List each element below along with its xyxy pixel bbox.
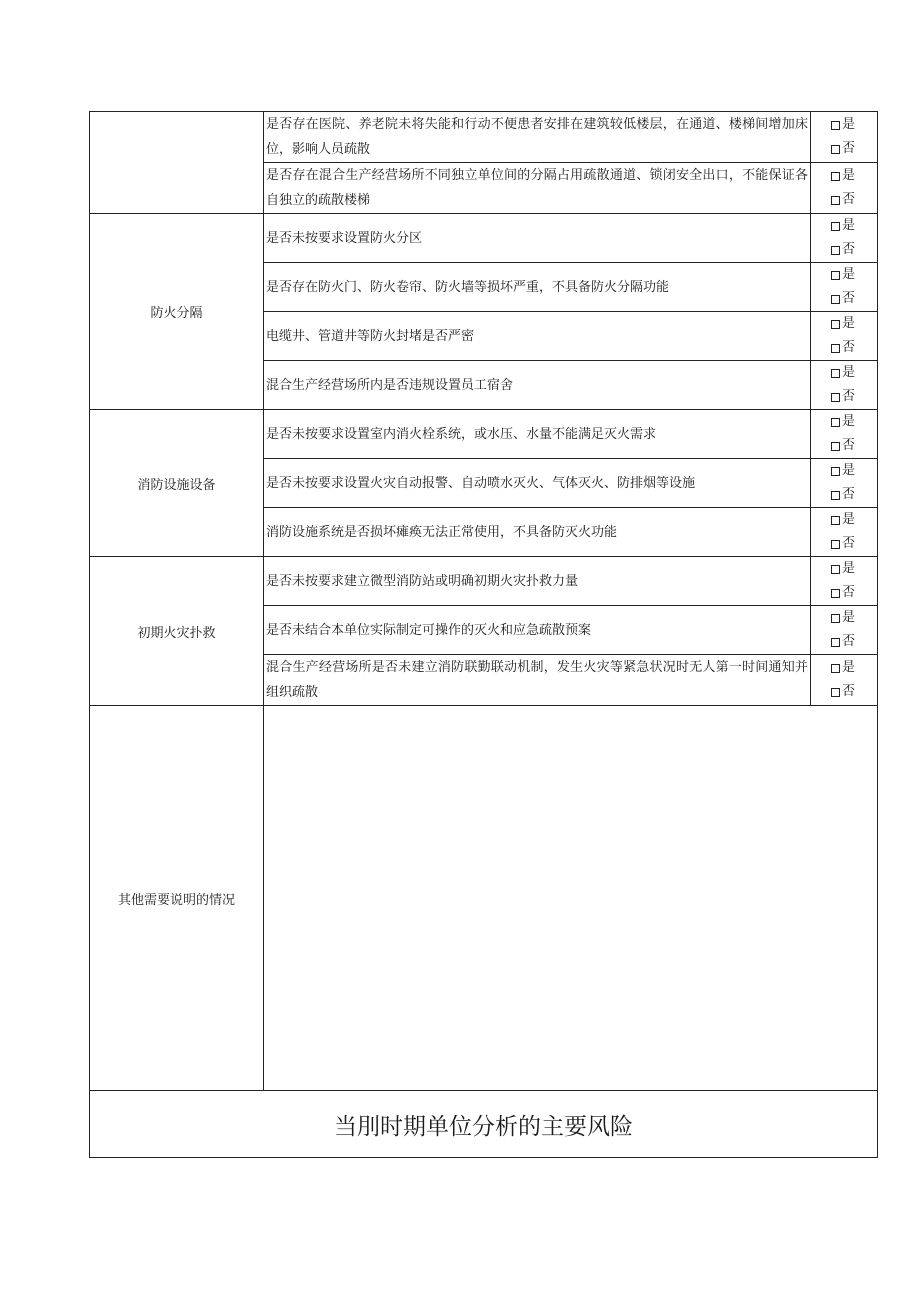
- category-cell: 消防设施设备: [90, 410, 264, 557]
- yes-no-options: [811, 214, 878, 263]
- check-item: 消防设施系统是否损坏瘫痪无法正常使用，不具备防灭火功能: [264, 508, 811, 557]
- checkbox-icon[interactable]: [831, 344, 840, 353]
- checkbox-icon[interactable]: [831, 565, 840, 574]
- check-item: 混合生产经营场所是否未建立消防联勤联动机制，发生火灾等紧急状况时无人第一时间通知并组织疏散: [264, 655, 811, 706]
- checkbox-icon[interactable]: [831, 516, 840, 525]
- check-item: 是否未按要求设置室内消火栓系统，或水压、水量不能满足灭火需求: [264, 410, 811, 459]
- yes-option[interactable]: 是: [831, 656, 877, 680]
- checkbox-icon[interactable]: [831, 246, 840, 255]
- main-risk-heading: 当刖时期单位分析的主要风险: [90, 1091, 878, 1158]
- check-item: 混合生产经营场所内是否违规设置员工宿舍: [264, 361, 811, 410]
- checkbox-icon[interactable]: [831, 614, 840, 623]
- yes-option[interactable]: 是: [831, 606, 877, 630]
- checkbox-icon[interactable]: [831, 442, 840, 451]
- table-row: [90, 1091, 878, 1158]
- no-option[interactable]: 否: [831, 434, 877, 458]
- table-row: [90, 706, 878, 1091]
- checkbox-icon[interactable]: [831, 393, 840, 402]
- yes-no-options: [811, 459, 878, 508]
- check-item: 是否未按要求建立微型消防站或明确初期火灾扑救力量: [264, 557, 811, 606]
- no-option[interactable]: 否: [831, 680, 877, 704]
- category-cell: 防火分隔: [90, 214, 264, 410]
- no-option[interactable]: 否: [831, 287, 877, 311]
- yes-no-options: [811, 312, 878, 361]
- no-option[interactable]: 否: [831, 238, 877, 262]
- table-row: [90, 557, 878, 606]
- checkbox-icon[interactable]: [831, 491, 840, 500]
- check-item: 是否存在医院、养老院未将失能和行动不便患者安排在建筑较低楼层，在通道、楼梯间增加床位，影响人员疏散: [264, 112, 811, 163]
- yes-option[interactable]: 是: [831, 164, 877, 188]
- inspection-sheet: [89, 111, 877, 1158]
- table-row: [90, 112, 878, 163]
- table-row: [90, 214, 878, 263]
- yes-option[interactable]: 是: [831, 459, 877, 483]
- check-item: 电缆井、管道井等防火封堵是否严密: [264, 312, 811, 361]
- checkbox-icon[interactable]: [831, 369, 840, 378]
- yes-option[interactable]: 是: [831, 113, 877, 137]
- yes-no-options: [811, 508, 878, 557]
- no-option[interactable]: 否: [831, 483, 877, 507]
- yes-option[interactable]: 是: [831, 508, 877, 532]
- checkbox-icon[interactable]: [831, 145, 840, 154]
- checkbox-icon[interactable]: [831, 664, 840, 673]
- check-item: 是否未结合本单位实际制定可操作的灭火和应急疏散预案: [264, 606, 811, 655]
- checkbox-icon[interactable]: [831, 320, 840, 329]
- checklist-table: [89, 111, 878, 1158]
- check-item: 是否未按要求设置火灾自动报警、自动喷水灭火、气体灭火、防排烟等设施: [264, 459, 811, 508]
- checkbox-icon[interactable]: [831, 172, 840, 181]
- no-option[interactable]: 否: [831, 630, 877, 654]
- check-item: 是否存在防火门、防火卷帘、防火墙等损坏严重，不具备防火分隔功能: [264, 263, 811, 312]
- yes-option[interactable]: 是: [831, 312, 877, 336]
- no-option[interactable]: 否: [831, 188, 877, 212]
- yes-option[interactable]: 是: [831, 214, 877, 238]
- checkbox-icon[interactable]: [831, 121, 840, 130]
- yes-no-options: [811, 606, 878, 655]
- checkbox-icon[interactable]: [831, 589, 840, 598]
- checkbox-icon[interactable]: [831, 638, 840, 647]
- checkbox-icon[interactable]: [831, 295, 840, 304]
- other-notes-label: 其他需要说明的情况: [90, 706, 264, 1091]
- category-cell: 初期火灾扑救: [90, 557, 264, 706]
- no-option[interactable]: 否: [831, 336, 877, 360]
- yes-no-options: [811, 263, 878, 312]
- check-item: 是否存在混合生产经营场所不同独立单位间的分隔占用疏散通道、锁闭安全出口，不能保证各自独立的疏散楼梯: [264, 163, 811, 214]
- checkbox-icon[interactable]: [831, 540, 840, 549]
- checkbox-icon[interactable]: [831, 222, 840, 231]
- yes-no-options: [811, 655, 878, 706]
- yes-no-options: [811, 361, 878, 410]
- yes-option[interactable]: 是: [831, 410, 877, 434]
- table-row: [90, 410, 878, 459]
- yes-no-options: [811, 112, 878, 163]
- checkbox-icon[interactable]: [831, 467, 840, 476]
- yes-no-options: [811, 557, 878, 606]
- no-option[interactable]: 否: [831, 581, 877, 605]
- yes-no-options: [811, 410, 878, 459]
- yes-option[interactable]: 是: [831, 557, 877, 581]
- yes-option[interactable]: 是: [831, 361, 877, 385]
- no-option[interactable]: 否: [831, 385, 877, 409]
- check-item: 是否未按要求设置防火分区: [264, 214, 811, 263]
- checkbox-icon[interactable]: [831, 418, 840, 427]
- category-cell: [90, 112, 264, 214]
- yes-option[interactable]: 是: [831, 263, 877, 287]
- other-notes-field[interactable]: [264, 706, 878, 1091]
- no-option[interactable]: 否: [831, 137, 877, 161]
- checkbox-icon[interactable]: [831, 196, 840, 205]
- checkbox-icon[interactable]: [831, 271, 840, 280]
- checkbox-icon[interactable]: [831, 688, 840, 697]
- no-option[interactable]: 否: [831, 532, 877, 556]
- yes-no-options: [811, 163, 878, 214]
